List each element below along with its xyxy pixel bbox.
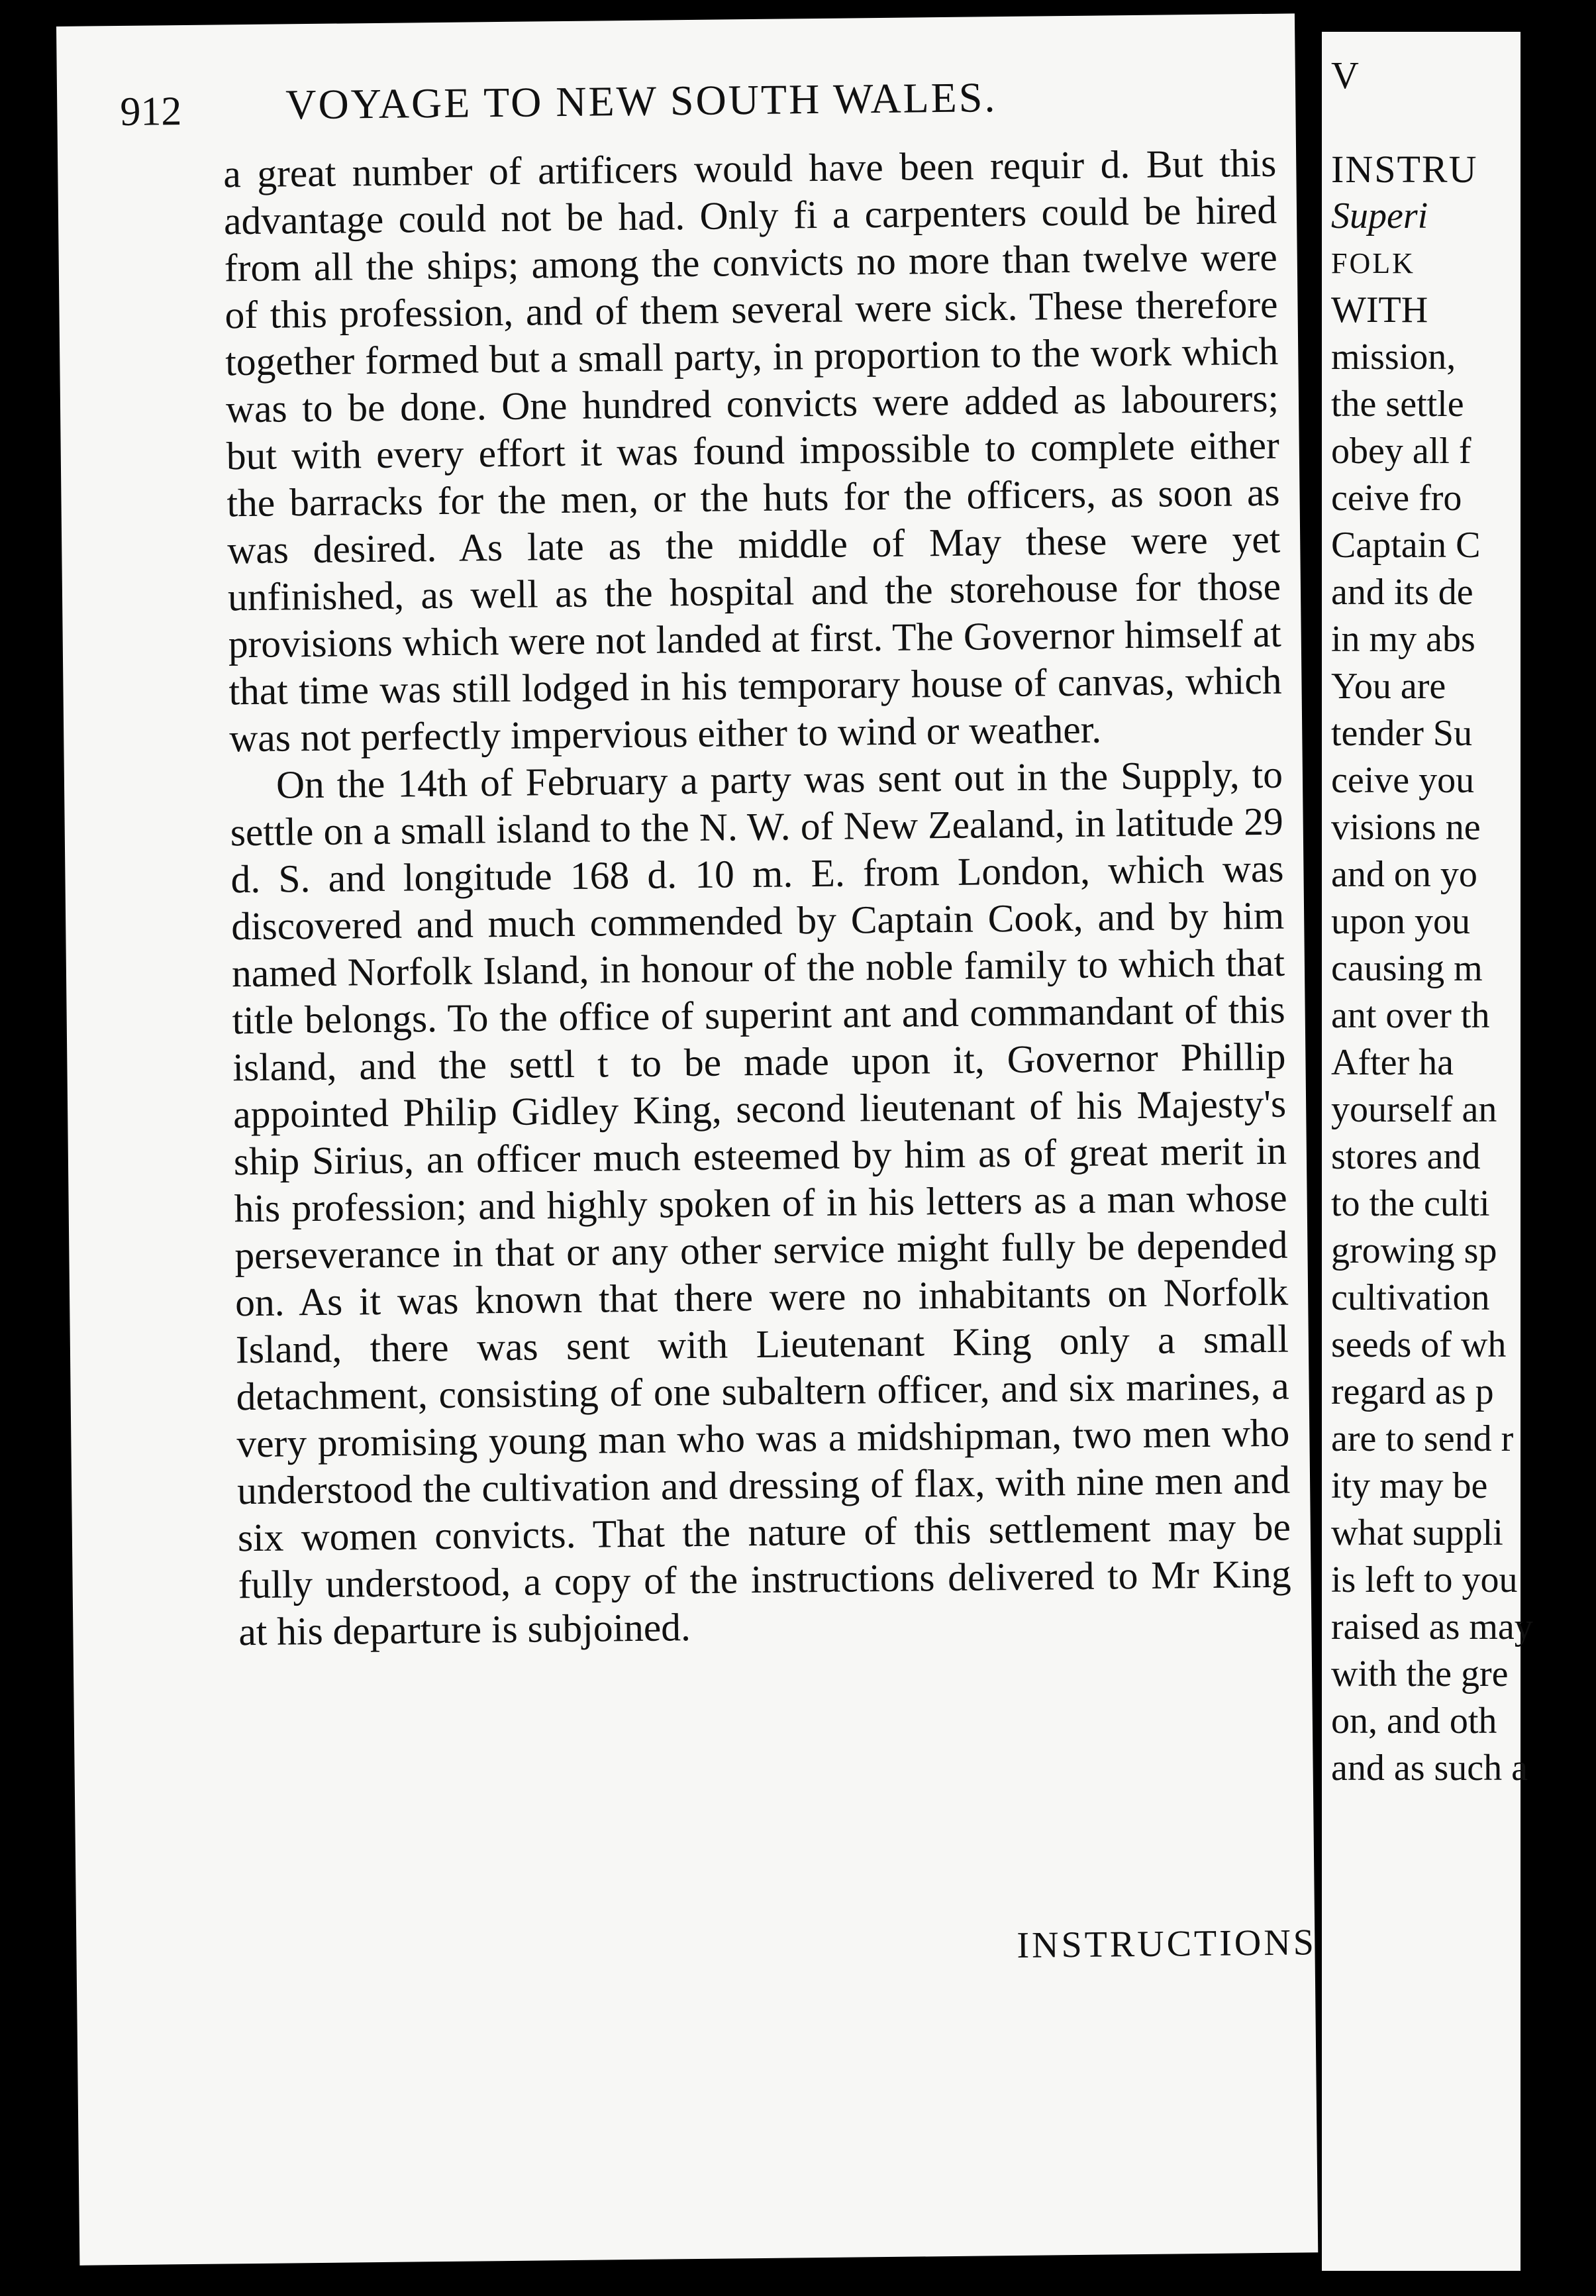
paragraph-2: On the 14th of February a party was sent out in the Supply, to settle on a small island to the N. W. of New Zealand, in latitude 29 d. S. and longitude 168 d. 10 m. E. from London, which was discovered and much commended by Captain Cook, and by him named Norfolk Island, in honour of the noble family to which that title belongs. To the office of superint ant and commandant of this island, and the settl t to be made upon it, Governor Phillip appointed Philip Gidley King, second lieutenant of his Majesty's ship Sirius, an officer much esteemed by him as of great merit in his profession; and highly spoken of in his letters as a man whose perseverance in that or any other service might fully be depended on. As it was known that there were no inhabitants on Norfolk Island, there was sent with Lieutenant King only a small detachment, consisting of one subaltern officer, and six marines, a very promising young man who was a midshipman, two men who understood the cultivation and dressing of flax, with nine men and six women convicts. That the nature of this settlement may be fully understood, a copy of the instructions delivered to Mr King at his departure is subjoined. [230, 752, 1291, 1654]
right-line: causing m [1331, 948, 1483, 989]
right-line: ceive fro [1331, 478, 1462, 519]
body-text [223, 140, 1292, 1656]
right-line: visions ne [1331, 807, 1481, 848]
right-line: upon you [1331, 901, 1470, 942]
right-line: Superi [1331, 195, 1428, 236]
right-line: raised as may [1331, 1606, 1533, 1647]
right-line: ity may be [1331, 1465, 1488, 1506]
right-line: obey all f [1331, 431, 1471, 472]
right-line: with the gre [1331, 1653, 1509, 1695]
right-line: WITH [1331, 289, 1428, 331]
right-line: growing sp [1331, 1230, 1497, 1271]
catchword: INSTRUCTIONS [1017, 1922, 1317, 1966]
right-line: regard as p [1331, 1371, 1494, 1412]
right-line: INSTRU [1331, 148, 1478, 191]
right-line: is left to you [1331, 1559, 1518, 1600]
right-line: in my abs [1331, 619, 1475, 660]
right-line: what suppli [1331, 1512, 1503, 1553]
right-line: the settle [1331, 384, 1464, 425]
right-page-lines [1331, 52, 1596, 1792]
right-page-fragment [1322, 32, 1533, 2271]
right-line: stores and [1331, 1136, 1481, 1177]
right-line: and its de [1331, 572, 1473, 613]
right-line: yourself an [1331, 1089, 1497, 1130]
right-line: You are [1331, 666, 1446, 707]
right-line: FOLK [1331, 247, 1415, 280]
right-line: tender Su [1331, 713, 1473, 754]
right-running-head: V [1331, 54, 1360, 97]
page-number: 912 [120, 89, 182, 134]
right-line: mission, [1331, 337, 1456, 378]
right-line: ant over th [1331, 995, 1490, 1036]
right-line: seeds of wh [1331, 1324, 1507, 1365]
page-title: VOYAGE TO NEW SOUTH WALES. [285, 74, 997, 129]
left-page [56, 13, 1318, 2265]
right-line: and as such a [1331, 1748, 1528, 1789]
right-line: cultivation [1331, 1277, 1490, 1318]
right-line: on, and oth [1331, 1700, 1497, 1742]
right-line: and on yo [1331, 854, 1477, 895]
running-head [120, 50, 1260, 142]
right-line: to the culti [1331, 1183, 1490, 1224]
right-line: ceive you [1331, 760, 1475, 801]
right-line: are to send r [1331, 1418, 1514, 1459]
right-line: After ha [1331, 1042, 1454, 1083]
right-line: Captain C [1331, 525, 1481, 566]
paragraph-1: a great number of artificers would have been requir d. But this advantage could not be had. Only fi a carpenters could be hired from all the ships; among the convicts no more than twelve were of this profession, and of them several were sick. These therefore together formed but a small party, in proportion to the work which was to be done. One hundred convicts were added as labourers; but with every effort it was found impossible to complete either the barracks for the men, or the huts for the officers, as soon as was desired. As late as the middle of May these were yet unfinished, as well as the hospital and the storehouse for those provisions which were not landed at first. The Governor himself at that time was still lodged in his temporary house of canvas, which was not perfectly impervious either to wind or weather. [223, 140, 1282, 760]
